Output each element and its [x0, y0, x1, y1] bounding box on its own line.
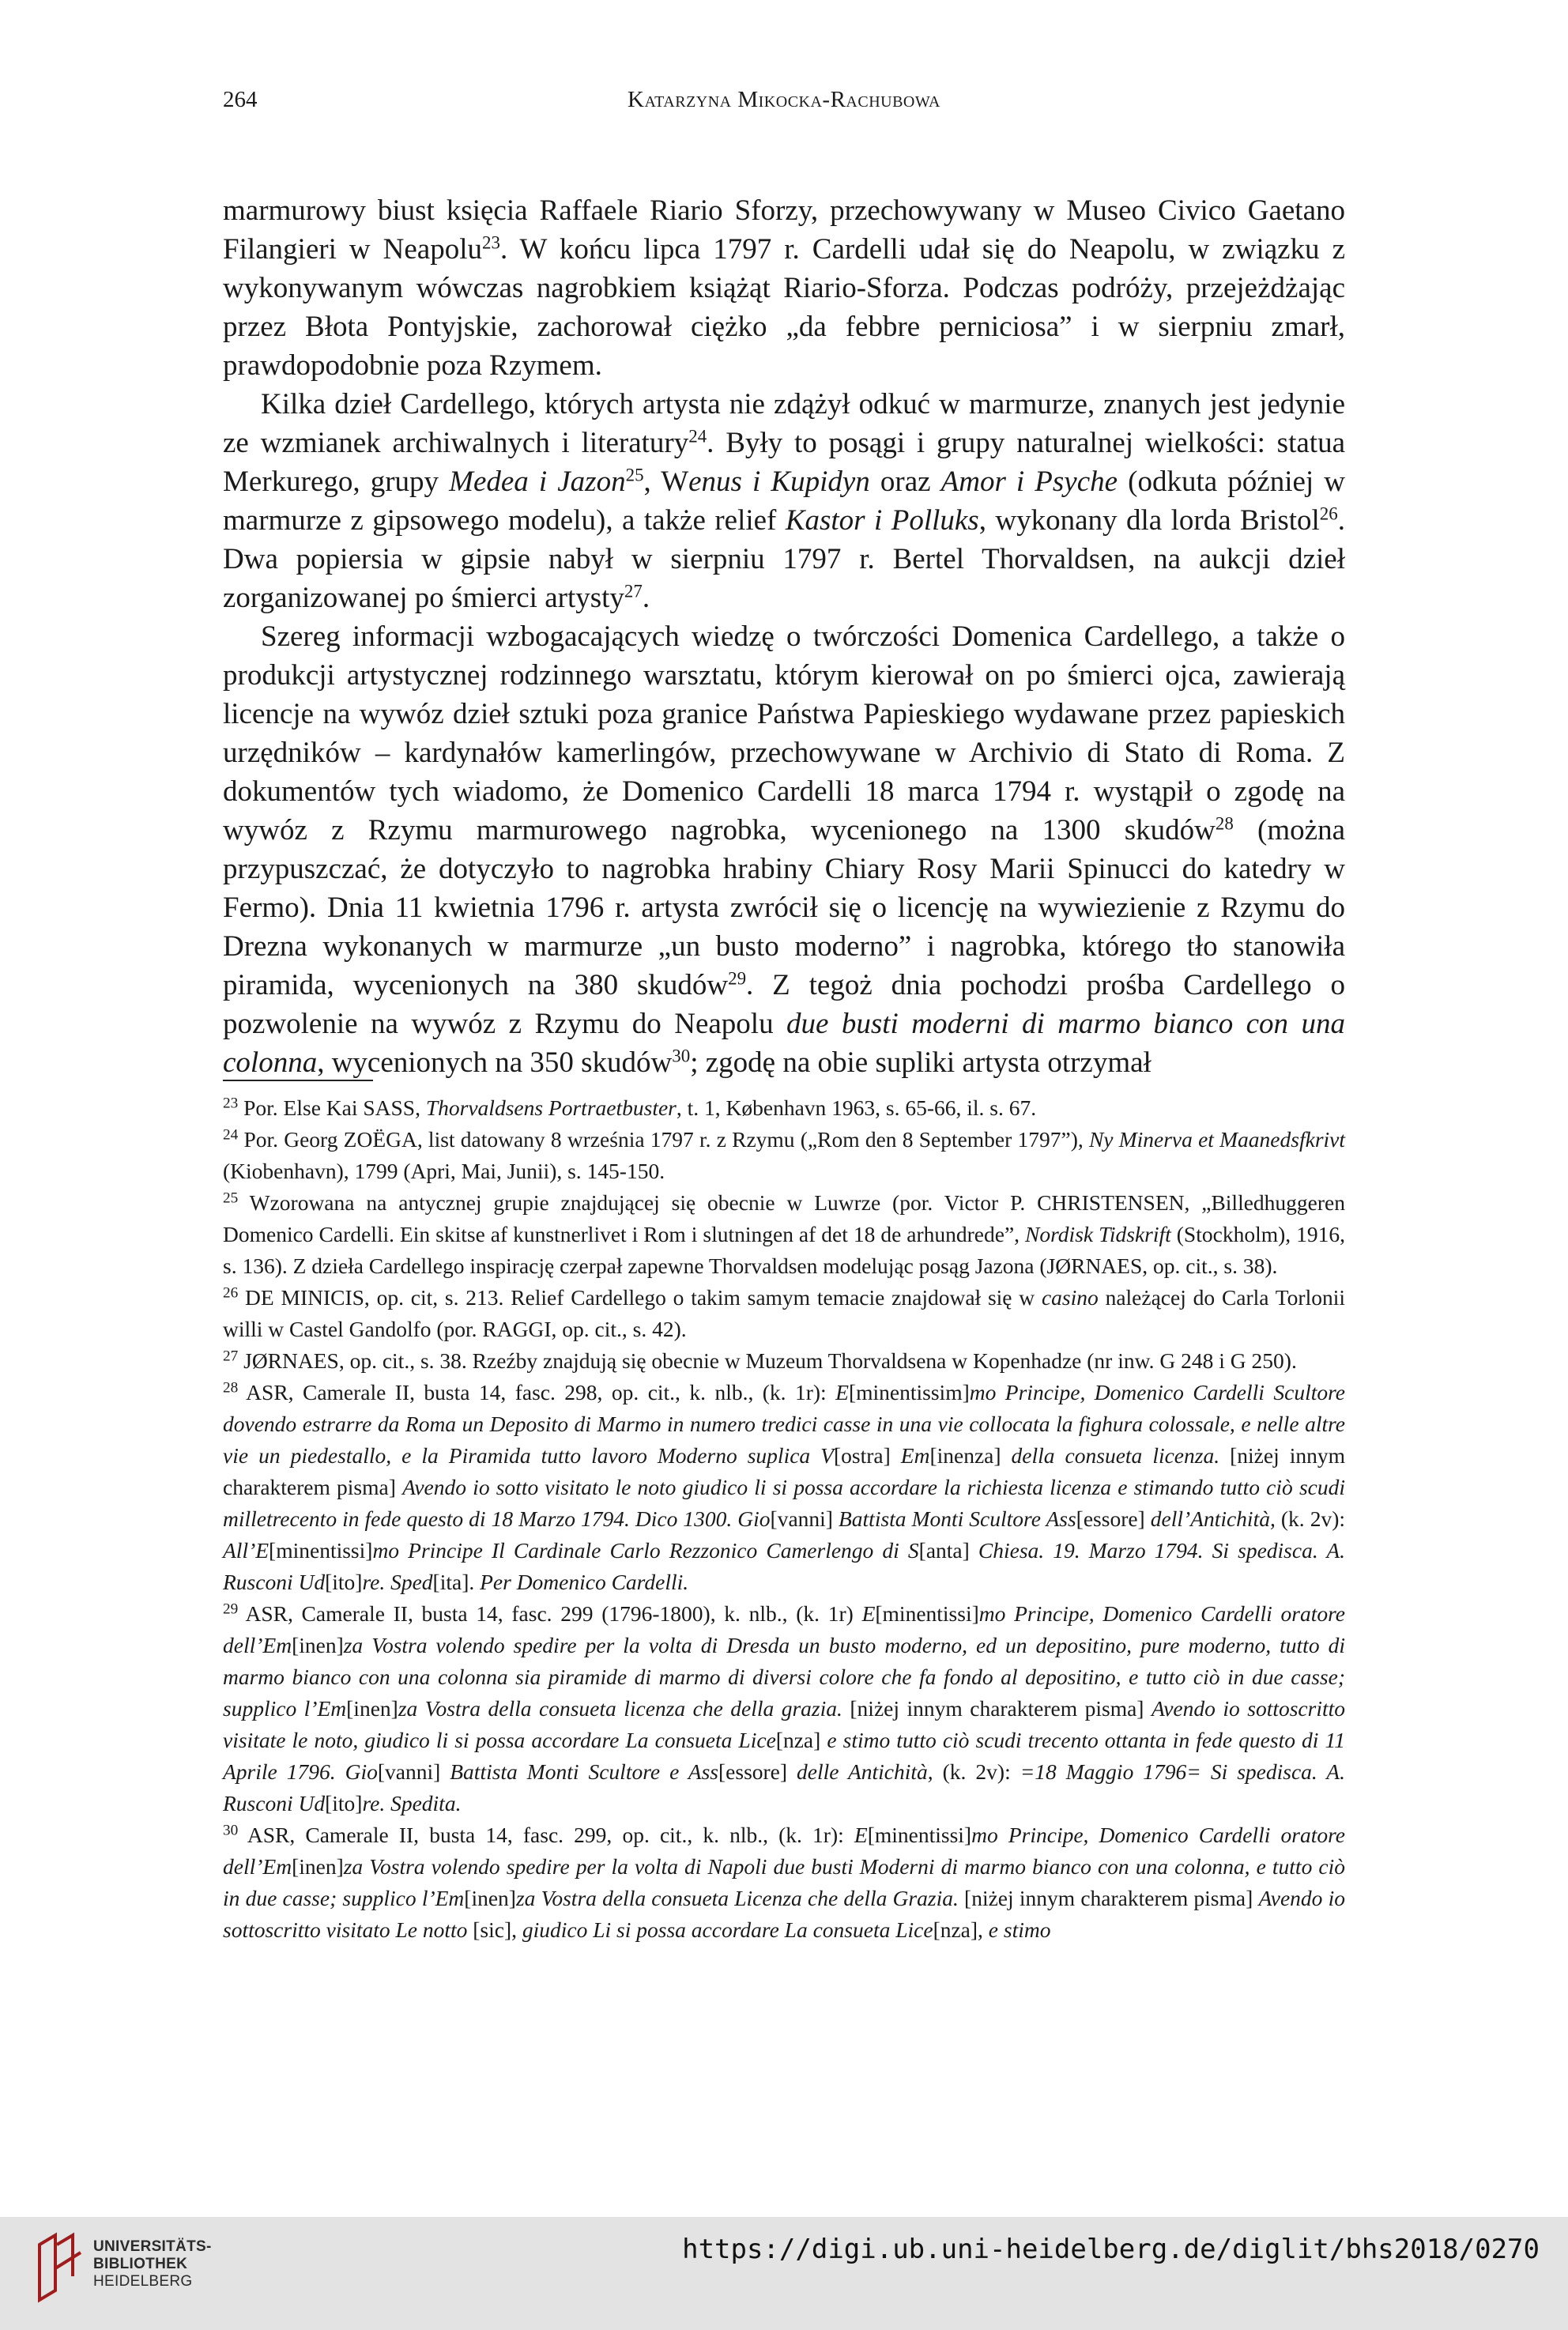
footnote-ref-29[interactable]: 29	[728, 968, 747, 989]
footnote-ref-23[interactable]: 23	[482, 232, 500, 253]
footnote-24: $^{24}$ Por. Georg ZOËGA, list datowany 8 września 1797 r. z Rzymu („Rom den 8 September 1797”), Ny Minerva et Maanedsfkrivt (Kiobenhavn), 1799 (Apri, Mai, Junii), s. 145-150.	[223, 1126, 1346, 1183]
page-header	[223, 87, 1345, 119]
footnote-ref-30[interactable]: 30	[672, 1046, 691, 1066]
running-head: Katarzyna Mikocka-Rachubowa	[628, 87, 940, 112]
footnote-ref-26[interactable]: 26	[1319, 503, 1338, 524]
footnote-26: $^{26}$ DE MINICIS, op. cit, s. 213. Relief Cardellego o takim samym temacie znajdował się w casino należącej do Carla Torlonii willi w Castel Gandolfo (por. RAGGI, op. cit., s. 42).	[223, 1284, 1345, 1341]
footnote-30: $^{30}$ ASR, Camerale II, busta 14, fasc. 299, op. cit., k. nlb., (k. 1r): E[minentissi]mo Principe, Domenico Cardelli oratore dell’Em[inen]za Vostra volendo spedire per la volta di Napoli due busti Moderni di marmo bianco con una colonna, e tutto ciò in due casse; supplico l’Em[inen]za Vostra della consueta Licenza che della Grazia. [niżej innym charakterem pisma] Avendo io sottoscritto visitato Le notto [sic], giudico Li si possa accordare La consueta Lice[nza], e stimo	[223, 1822, 1346, 1942]
library-logo-text: UNIVERSITÄTS- BIBLIOTHEK HEIDELBERG	[93, 2238, 212, 2290]
paragraph-2: Kilka dzieł Cardellego, których artysta nie zdążył odkuć w marmurze, znanych jest jedynie ze wzmianek archiwalnych i literatury$^{24}$. Były to posągi i grupy naturalnej wielkości: statua Merkurego, grupy Medea i Jazon$^{25}$, Wenus i Kupidyn oraz Amor i Psyche (odkuta później w marmurze z gipsowego modelu), a także relief Kastor i Polluks, wykonany dla lorda Bristol$^{26}$. Dwa popiersia w gipsie nabył w sierpniu 1797 r. Bertel Thorvaldsen, na aukcji dzieł zorganizowanej po śmierci artysty$^{27}$.	[223, 388, 1345, 614]
footnote-ref-24[interactable]: 24	[688, 426, 707, 447]
footnote-ref-28[interactable]: 28	[1215, 813, 1234, 834]
footnote-25: $^{25}$ Wzorowana na antycznej grupie znajdującej się obecnie w Luwrze (por. Victor P. CHRISTENSEN, „Billedhuggeren Domenico Cardelli. Ein skitse af kunstnerlivet i Rom i slutningen af det 18 de arhundrede”, Nordisk Tidskrift (Stockholm), 1916, s. 136). Z dzieła Cardellego inspirację czerpał zapewne Thorvaldsen modelując posąg Jazona (JØRNAES, op. cit., s. 38).	[223, 1190, 1345, 1278]
footnote-27: $^{27}$ JØRNAES, op. cit., s. 38. Rzeźby znajdują się obecnie w Muzeum Thorvaldsena w Kopenhadze (nr inw. G 248 i G 250).	[223, 1348, 1297, 1373]
footnote-ref-25[interactable]: 25	[625, 465, 644, 485]
footnotes	[223, 1092, 1345, 1946]
page-url-link[interactable]: https://digi.ub.uni-heidelberg.de/diglit/bhs2018/0270	[682, 2234, 1540, 2265]
paragraph-1: marmurowy biust księcia Raffaele Riario Sforzy, przechowywany w Museo Civico Gaetano Filangieri w Neapolu$^{23}$. W końcu lipca 1797 r. Cardelli udał się do Neapolu, w związku z wykonywanym wówczas nagrobkiem książąt Riario-Sforza. Podczas podróży, przejeżdżając przez Błota Pontyjskie, zachorował ciężko „da febbre perniciosa” i w sierpniu zmarł, prawdopodobnie poza Rzymem.	[223, 194, 1346, 382]
body-text	[223, 191, 1345, 1082]
library-logo-icon[interactable]	[33, 2229, 89, 2308]
footnote-divider	[223, 1080, 373, 1081]
footnote-28: $^{28}$ ASR, Camerale II, busta 14, fasc. 298, op. cit., k. nlb., (k. 1r): E[minentissim]mo Principe, Domenico Cardelli Scultore dovendo estrarre da Roma un Deposito di Marmo in numero tredici casse in una vie collocata la fighura colossale, e nelle altre vie un piedestallo, e la Piramida tutto lavoro Moderno suplica V[ostra] Em[inenza] della consueta licenza. [niżej innym charakterem pisma] Avendo io sotto visitato le noto giudico li si possa accordare la richiesta licenza e stimando tutto ciò scudi milletrecento in fede questo di 18 Marzo 1794. Dico 1300. Gio[vanni] Battista Monti Scultore Ass[essore] dell’Antichità, (k. 2v): All’E[minentissi]mo Principe Il Cardinale Carlo Rezzonico Camerlengo di S[anta] Chiesa. 19. Marzo 1794. Si spedisca. A. Rusconi Ud[ito]re. Sped[ita]. Per Domenico Cardelli.	[223, 1379, 1346, 1594]
page-number: 264	[223, 87, 258, 112]
paragraph-3: Szereg informacji wzbogacających wiedzę o twórczości Domenica Cardellego, a także o produkcji artystycznej rodzinnego warsztatu, którym kierował on po śmierci ojca, zawierają licencje na wywóz dzieł sztuki poza granice Państwa Papieskiego wydawane przez papieskich urzędników – kardynałów kamerlingów, przechowywane w Archivio di Stato di Roma. Z dokumentów tych wiadomo, że Domenico Cardelli 18 marca 1794 r. wystąpił o zgodę na wywóz z Rzymu marmurowego nagrobka, wycenionego na 1300 skudów$^{28}$ (można przypuszczać, że dotyczyło to nagrobka hrabiny Chiary Rosy Marii Spinucci do katedry w Fermo). Dnia 11 kwietnia 1796 r. artysta zwrócił się o licencję na wywiezienie z Rzymu do Drezna wykonanych w marmurze „un busto moderno” i nagrobka, którego tło stanowiła piramida, wycenionych na 380 skudów$^{29}$. Z tegoż dnia pochodzi prośba Cardellego o pozwolenie na wywóz z Rzymu do Neapolu due busti moderni di marmo bianco con una colonna, wycenionych na 350 skudów$^{30}$; zgodę na obie supliki artysta otrzymał	[223, 620, 1345, 1079]
footnote-29: $^{29}$ ASR, Camerale II, busta 14, fasc. 299 (1796-1800), k. nlb., (k. 1r) E[minentissi]mo Principe, Domenico Cardelli oratore dell’Em[inen]za Vostra volendo spedire per la volta di Dresda un busto moderno, ed un depositino, pure moderno, tutto di marmo bianco con una colonna sia piramide di marmo di diversi colore che fa fondo al depositino, e tutto ciò in due casse; supplico l’Em[inen]za Vostra della consueta licenza che della grazia. [niżej innym charakterem pisma] Avendo io sottoscritto visitate le noto, giudico li si possa accordare La consueta Lice[nza] e stimo tutto ciò scudi trecento ottanta in fede questo di 11 Aprile 1796. Gio[vanni] Battista Monti Scultore e Ass[essore] delle Antichità, (k. 2v): =18 Maggio 1796= Si spedisca. A. Rusconi Ud[ito]re. Spedita.	[223, 1600, 1346, 1815]
footnote-ref-27[interactable]: 27	[624, 581, 643, 601]
footnote-23: $^{23}$ Por. Else Kai SASS, Thorvaldsens Portraetbuster, t. 1, København 1963, s. 65-66, il. s. 67.	[223, 1095, 1037, 1120]
